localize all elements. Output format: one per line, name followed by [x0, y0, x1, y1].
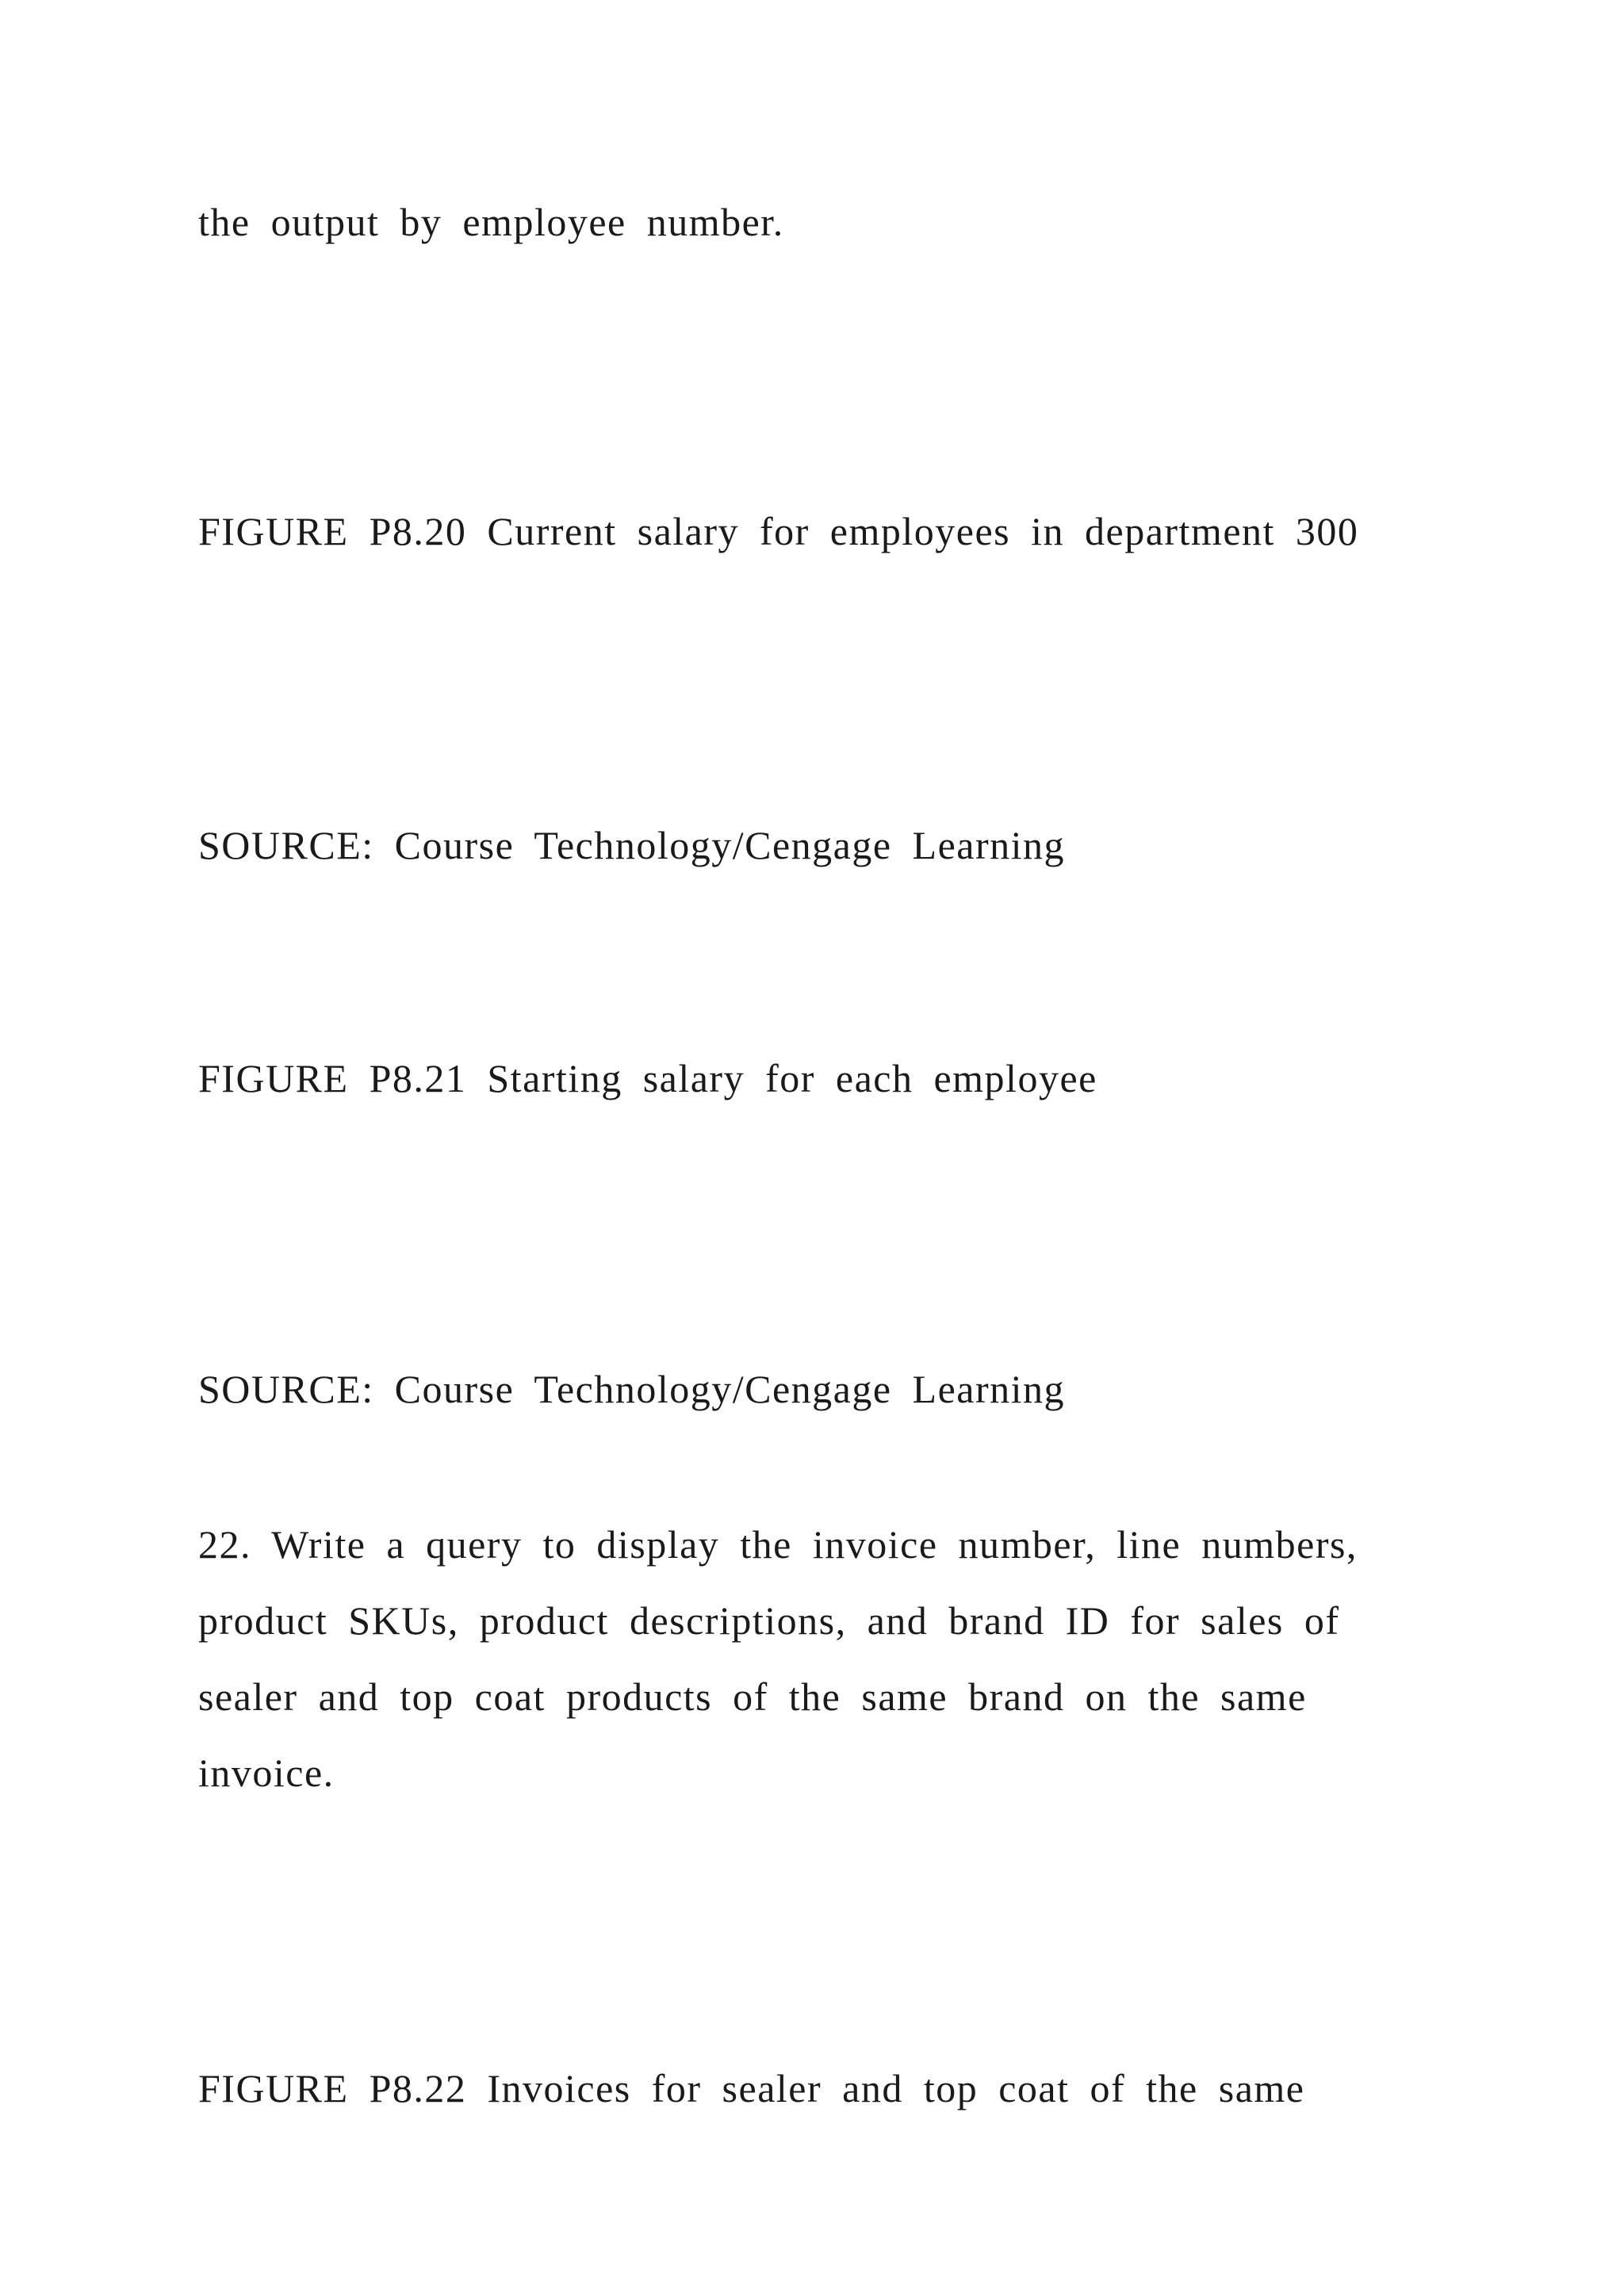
question-22-line-1: 22. Write a query to display the invoice number, line numbers,: [198, 1522, 1358, 1567]
intro-tail-text: the output by employee number.: [198, 200, 784, 244]
figure-p8-21-caption: FIGURE P8.21 Starting salary for each employee: [198, 1056, 1097, 1100]
figure-p8-21-source: SOURCE: Course Technology/Cengage Learning: [198, 1367, 1066, 1411]
question-22-line-2: product SKUs, product descriptions, and brand ID for sales of: [198, 1598, 1340, 1643]
figure-p8-20-source: SOURCE: Course Technology/Cengage Learning: [198, 823, 1066, 867]
question-22: [198, 1506, 1435, 1811]
question-22-line-3: sealer and top coat products of the same brand on the same: [198, 1674, 1307, 1719]
figure-p8-20-caption: FIGURE P8.20 Current salary for employees in department 300: [198, 509, 1359, 553]
question-22-line-4: invoice.: [198, 1751, 335, 1795]
figure-p8-22-caption: FIGURE P8.22 Invoices for sealer and top coat of the same: [198, 2066, 1305, 2110]
